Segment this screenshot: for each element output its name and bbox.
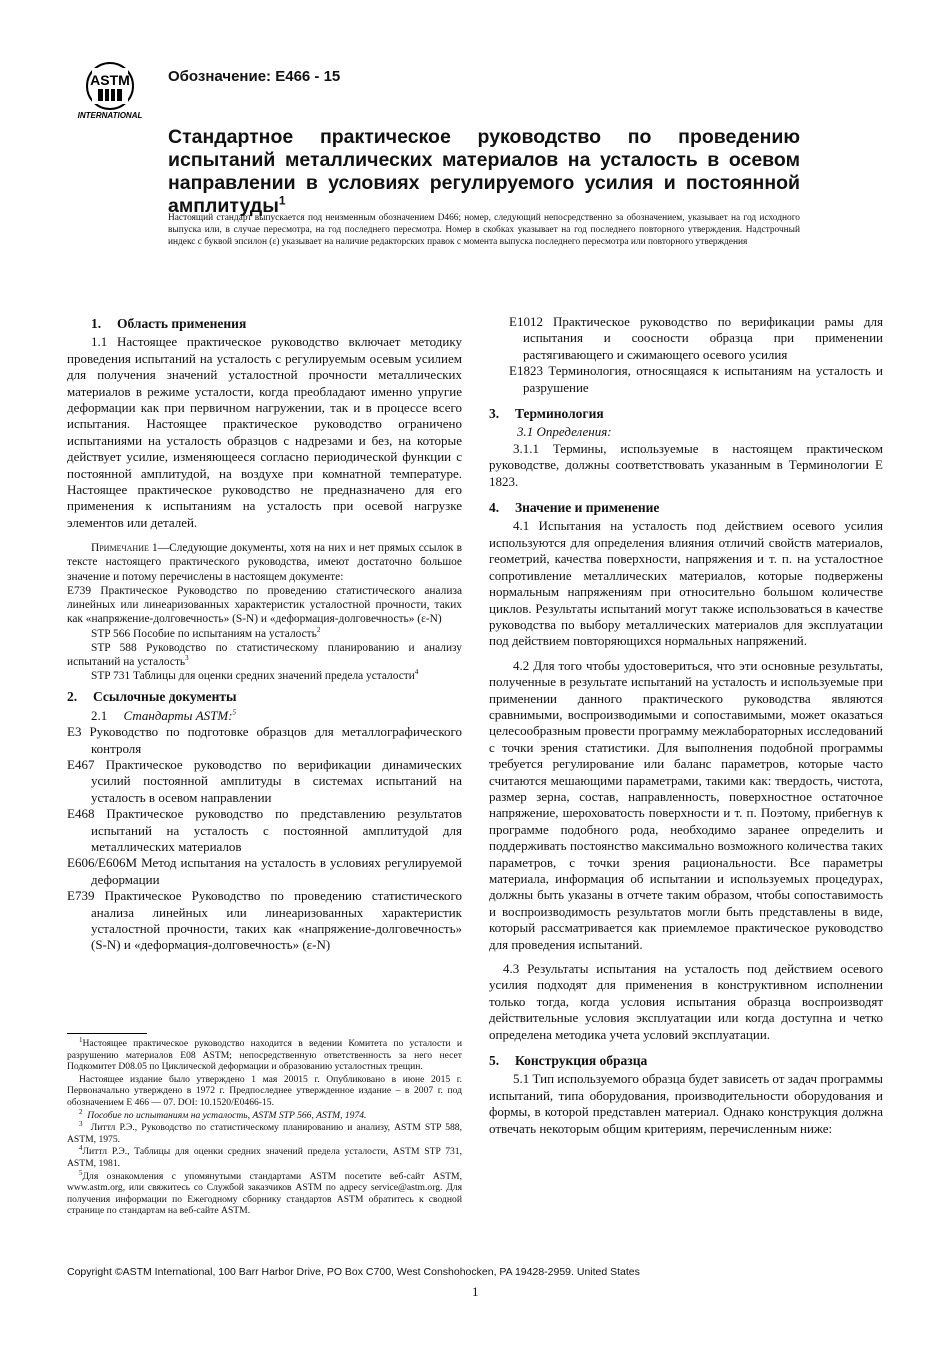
footnote-5: $^5$Для ознакомления с упомянутыми стандартами ASTM посетите веб-сайт ASTM, www.astm.org, или свяжитесь со Службой заказчиков ASTM по адресу service@astm.org. Для получения информации по Ежегодному сборнику стандартов ASTM обратитесь к сводной странице по стандартам на веб-сайте ASTM. <box>67 1168 462 1217</box>
ref-e1823: E1823 Терминология, относящаяся к испытаниям на усталость и разрушение <box>509 363 883 395</box>
section-1-title: Область применения <box>117 316 247 331</box>
paragraph-3-1: 3.1 Определения: <box>517 424 612 440</box>
section-5-title: Конструкция образца <box>515 1053 648 1069</box>
note-stp588-sup: 3 <box>185 654 189 663</box>
footnote-3: $^3$ Литтл Р.Э., Руководство по статистическому планированию и анализу, ASTM STP 588, ASTM, 1975. <box>67 1119 463 1145</box>
section-4-heading <box>489 500 883 516</box>
footnote-1: $^1$Настоящее практическое руководство находится в ведении Комитета по усталости и разрушению материалов E08 ASTM; непосредственную ответственность за него несет Подкомитет D08.05 по Циклической деформации и образованию усталостных трещин. <box>67 1035 462 1073</box>
note-text: —Следующие документы, хотя на них и нет прямых ссылок в тексте настоящего практического руководства, имеют достаточно большое значение и потому перечислены в настоящем документе: <box>67 542 463 583</box>
note-stp566: STP 566 Пособие по испытаниям на усталость <box>91 627 317 640</box>
ref-e1012: E1012 Практическое руководство по верификации рамы для испытания и соосности образца при применении растягивающего и сжимающего осевого усилия <box>509 314 883 362</box>
right-column <box>489 314 883 1137</box>
document-title <box>168 126 800 218</box>
note-1 <box>67 541 462 683</box>
footnote-4: $^4$Литтл Р.Э., Таблицы для оценки средних значений предела усталости, ASTM STP 731, ASTM, 1981. <box>67 1144 462 1169</box>
section-3-heading <box>489 406 883 422</box>
note-e739: E739 Практическое Руководство по проведению статистического анализа линейных или линеаризованных характеристик усталостной прочности, таких как «напряжение-долговечность» (S-N) и «деформация-долговечность» (ε-N) <box>67 584 462 626</box>
paragraph-2-1-sup: 5 <box>232 708 237 717</box>
note-stp566-sup: 2 <box>316 625 321 634</box>
ref-e3: E3 Руководство по подготовке образцов для металлографического контроля <box>67 724 462 756</box>
ref-e606: E606/E606M Метод испытания на усталость в условиях регулируемой деформации <box>67 855 462 887</box>
ref-e468: E468 Практическое руководство по представлению результатов испытаний на усталость с постоянной амплитудой для металлических материалов <box>67 806 462 854</box>
standard-notice: Настоящий стандарт выпускается под неизменным обозначением D466; номер, следующий непосредственно за обозначением, указывает на год исходного выпуска или, в случае пересмотра, на год последнего пересмотра. Номер в скобках указывает на год последнего повторного утверждения. Надстрочный индекс с буквой эпсилон (ε) указывает на наличие редакторских правок с момента выпуска последнего пересмотра или повторного утверждения <box>168 213 800 247</box>
footnote-divider <box>67 1033 147 1034</box>
section-3-number: 3. <box>489 406 500 422</box>
paragraph-2-1-text: Стандарты ASTM: <box>123 707 233 723</box>
copyright: Copyright ©ASTM International, 100 Barr Harbor Drive, PO Box C700, West Conshohocken, PA 19428-2959. United States <box>67 1266 640 1278</box>
logo-text-bottom: INTERNATIONAL <box>77 111 143 120</box>
footnote-approval: Настоящее издание было утверждено 1 мая 20015 г. Опубликовано в июне 2015 г. Первоначально утверждено в 1972 г. Предпоследнее утвержденное издание – в 2007 г. под обозначением E 466 — 07. DOI: 10.1520/E0466-15. <box>67 1073 462 1108</box>
section-4-number: 4. <box>489 500 500 516</box>
note-stp731: STP 731 Таблицы для оценки средних значений предела усталости <box>91 670 415 683</box>
paragraph-4-3: 4.3 Результаты испытания на усталость под действием осевого усилия подходят для применения в конструктивном исполнении только тогда, когда условия испытания образца воспроизводят действительные условия эксплуатации или когда доступна и четко определена методика учета условий эксплуатации. <box>489 961 883 1042</box>
paragraph-1-1: 1.1 Настоящее практическое руководство включает методику проведения испытаний на усталость с регулируемым осевым усилием для получения значений усталостной прочности металлических материалов в режиме усталости, когда преобладают именно упругие деформации как при первичном нагружении, так и в процессе всего испытания. Настоящее практическое руководство ограничено испытаниями на усталость образцов с надрезами и без, на которые действует усилие, изменяющееся согласно периодической функции с постоянной амплитудой, на воздухе при комнатной температуре. Настоящее практическое руководство не предназначено для его применения к испытаниям на усталость при осевой нагрузке элементов или деталей. <box>67 334 462 530</box>
logo-text-top: ASTM <box>90 72 130 88</box>
designation: Обозначение: E466 - 15 <box>168 68 341 85</box>
astm-logo <box>70 58 150 122</box>
title-footnote-mark: 1 <box>278 193 286 208</box>
note-stp731-sup: 4 <box>414 668 419 677</box>
section-5-heading <box>489 1053 883 1069</box>
note-label: Примечание 1 <box>91 542 158 555</box>
section-2-heading <box>67 689 462 705</box>
paragraph-5-1: 5.1 Тип используемого образца будет зависеть от задач программы испытаний, типа оборудования, производительности оборудования и формы, в которой представлен материал. Однако конструкция должна отвечать некоторым общим критериям, перечисленным ниже: <box>489 1071 883 1136</box>
section-4-title: Значение и применение <box>515 500 660 516</box>
section-2-title: Ссылочные документы <box>93 689 237 705</box>
ref-e467: E467 Практическое руководство по верификации динамических усилий постоянной амплитуды в системах испытаний на усталость в осевом направлении <box>67 756 462 805</box>
section-2-number: 2. <box>67 689 78 705</box>
left-column <box>67 314 462 954</box>
footnotes <box>67 1035 463 1218</box>
section-5-number: 5. <box>489 1053 500 1069</box>
note-stp588: STP 588 Руководство по статистическому планированию и анализу испытаний на усталость <box>67 641 462 668</box>
page-number: 1 <box>472 1284 479 1299</box>
section-1-number: 1. <box>91 316 102 331</box>
section-3-title: Терминология <box>515 406 604 422</box>
section-1-heading <box>67 316 462 332</box>
paragraph-2-1-number: 2.1 <box>91 707 108 723</box>
paragraph-4-1: 4.1 Испытания на усталость под действием осевого усилия используются для определения влияния отличий свойств материалов, геометрий, качества поверхности, напряжения и т. п. на усталостное сопротивление металлических материалов, которые подвержены нормальным напряжениям при относительно большом количестве циклов. Результаты испытаний могут также использоваться в качестве руководства по выбору металлических материалов для эксплуатации под действием повторяющихся нормальных напряжений. <box>489 518 883 649</box>
paragraph-3-1-1: 3.1.1 Термины, используемые в настоящем практическом руководстве, должны соответствовать указанным в Терминологии E 1823. <box>489 440 883 489</box>
ref-e739: E739 Практическое Руководство по проведению статистического анализа линейных или линеаризованных характеристик усталостной прочности, таких как «напряжение-долговечность» (S-N) и «деформация-долговечность» (ε-N) <box>67 888 462 953</box>
paragraph-4-2: 4.2 Для того чтобы удостовериться, что эти основные результаты, полученные в результате испытаний на усталость и используемые при применении данного практического руководства являются сравнимыми, воспроизводимыми и сопоставимыми, может оказаться целесообразным провести программу межлабораторных исследований с точки зрения статистики. Для выполнения подобной программы требуется регулирование или баланс параметров, которые часто считаются мешающими параметрами, такими как: твердость, чистота, размер зерна, состав, направленность, поверхностное остаточное напряжение, шероховатость поверхности и т. п. Поэтому, прибегнув к программе подобного рода, необходимо заранее определить и поддерживать постоянство максимально возможного количества таких параметров, с точки зрения рациональности. Все параметры материала, информация об испытании и используемых процедурах, должны быть указаны в отчете таким образом, чтобы сопоставимость и воспроизводимость результатов могли быть представлены в виде, который рассматривается как приемлемое практическое руководство для проведения испытаний. <box>489 657 883 952</box>
footnote-2: $^2$ Пособие по испытаниям на усталость, ASTM STP 566, ASTM, 1974. <box>79 1107 367 1121</box>
title-text: Стандартное практическое руководство по проведению испытаний металлических материалов на усталость в осевом направлении в условиях регулируемого усилия и постоянной амплитуды <box>168 126 800 217</box>
